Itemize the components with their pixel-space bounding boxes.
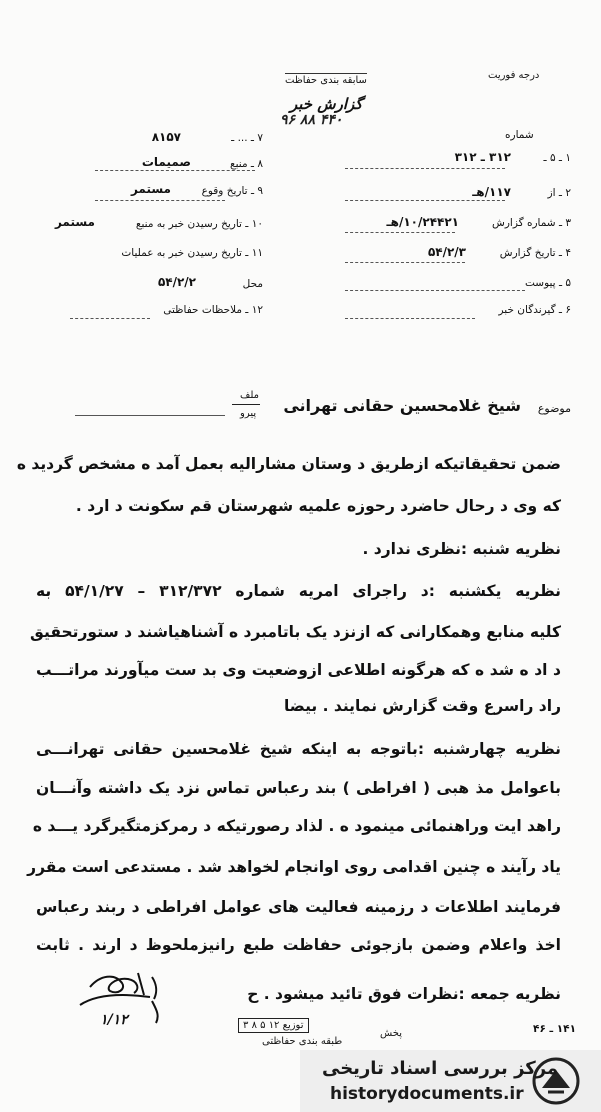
dotted-line: [345, 200, 505, 201]
field-left-8-value: صمیمات: [141, 155, 191, 169]
body-line: یاد رآیند ه چنین اقدامی روی اوانجام لخواهد شد . مستدعی است مقرر: [27, 858, 561, 876]
handwritten-top-note: ۴۴۰ ۸۸ ۹۶: [280, 112, 343, 128]
field-right-2-label: ۲ ـ از: [547, 187, 571, 199]
field-left-10-label: ۱۰ ـ تاریخ رسیدن خبر به منبع: [135, 218, 263, 230]
field-left-place-label: محل: [242, 278, 263, 290]
serial-label: شماره: [505, 129, 534, 141]
distribution-label: پخش: [380, 1028, 402, 1039]
file-label: سابقه بندی حفاظت: [285, 75, 367, 86]
body-line: نظریه جمعه :نظرات فوق تائید میشود . ح: [247, 985, 561, 1003]
field-right-4-value: ۵۴/۲/۳: [427, 245, 466, 259]
watermark-url: historydocuments.ir: [330, 1084, 524, 1104]
body-line: نظریه یکشنبه :د راجرای امریه شماره ۳۱۲/۳۷۲ – ۵۴/۱/۲۷ به: [36, 582, 562, 600]
body-line: کلیه منابع وهمکارانی که ازنزد یک باتامبرد ه آشناهیاشند د ستورتحقیق: [30, 623, 561, 641]
field-right-1-label: ۱ ـ ۵ ـ: [543, 152, 571, 164]
dotted-line: [95, 200, 225, 201]
distribution-stamp: توزیع ۱۲ ۵ ۸ ۳: [238, 1018, 309, 1033]
body-line: باعوامل مذ هبی ( افراطی ) بند رعباس تماس نزد یک داشته وآنـــان: [36, 779, 561, 797]
body-line: نظریه چهارشنبه :باتوجه به اینکه شیخ غلامحسین حقانی تهرانـــی: [36, 740, 561, 758]
body-line: فرمایند اطلاعات د رزمینه فعالیت های عوامل افراطی د ربند رعباس: [36, 898, 561, 916]
field-left-7-label: ۷ ـ ... ـ: [231, 132, 263, 144]
field-right-1-value: ۳۱۲ ـ ۳۱۲: [454, 150, 511, 164]
field-right-6-label: ۶ ـ گیرندگان خبر: [498, 304, 571, 316]
field-left-7-value: ۸۱۵۷: [151, 130, 181, 144]
field-left-9-value: مستمر: [130, 182, 171, 196]
field-left-12-label: ۱۲ ـ ملاحظات حفاظتی: [163, 304, 263, 316]
watermark-title: مرکز بررسی اسناد تاریخی: [322, 1058, 559, 1079]
body-line: د اد ه شد ه که هرگونه اطلاعی ازوضعیت وی بد ست میآورند مراتـــب: [36, 661, 561, 679]
footer-code: ۱۴۱ ـ ۴۶: [533, 1023, 576, 1035]
field-left-11-label: ۱۱ ـ تاریخ رسیدن خبر به عملیات: [121, 247, 263, 259]
field-right-4-label: ۴ ـ تاریخ گزارش: [499, 247, 571, 259]
body-line: راد راسرع وقت گزارش نمایند . بیضا: [283, 697, 561, 715]
dotted-line: [345, 168, 505, 169]
dotted-line: [345, 290, 525, 291]
body-line: راهد ایت وراهنمائی مینمود ه . لذاد رصورتیکه د رمرکزمتگیرگرد یـــد ه: [32, 817, 561, 835]
subject-side-note-top: ملف: [240, 390, 260, 401]
signature: [60, 965, 180, 1040]
dotted-line: [345, 262, 465, 263]
body-line: که وی د رحال حاضرد رحوزه علمیه شهرستان قم سکونت د ارد .: [75, 497, 561, 515]
field-right-5-label: ۵ ـ پیوست: [524, 277, 571, 289]
field-left-9-label: ۹ ـ تاریخ وقوع: [201, 185, 263, 197]
dotted-line: [345, 232, 455, 233]
dotted-line: [345, 318, 475, 319]
field-right-3-value: ۱۰/۲۴۴۲۱/هـ: [386, 215, 459, 229]
report-title: گزارش خبر: [290, 95, 363, 113]
field-right-2-value: ۱۱۷/هـ: [472, 185, 511, 199]
field-left-10-value: مستمر: [54, 215, 95, 229]
subject-label: موضوع: [537, 402, 571, 415]
dotted-line: [70, 318, 150, 319]
sign-initials: ۱/۱۲: [100, 1012, 128, 1028]
body-line: ضمن تحقیقاتیکه ازطریق د وستان مشارالیه بعمل آمد ه مشخص گردید ه: [16, 455, 561, 473]
field-right-3-label: ۳ ـ شماره گزارش: [492, 217, 571, 229]
fraction-line: [232, 404, 260, 405]
body-line: نظریه شنبه :نظری ندارد .: [362, 540, 561, 558]
subject-underline: [75, 415, 225, 416]
dotted-line: [95, 170, 255, 171]
subject-side-note-bottom: پیرو: [240, 408, 257, 419]
field-left-8-label: ۸ ـ منبع: [230, 158, 263, 170]
body-line: اخذ واعلام وضمن بازجوئی حفاظت طبع رانیزملحوظ د ارند . ثابت: [36, 936, 561, 954]
security-label: طبقه بندی حفاظتی: [262, 1036, 343, 1047]
field-left-place-value: ۵۴/۲/۲: [157, 275, 196, 289]
subject-text: شیخ غلامحسین حقانی تهرانی: [283, 396, 521, 415]
classification-label: درجه فوریت: [488, 70, 540, 81]
